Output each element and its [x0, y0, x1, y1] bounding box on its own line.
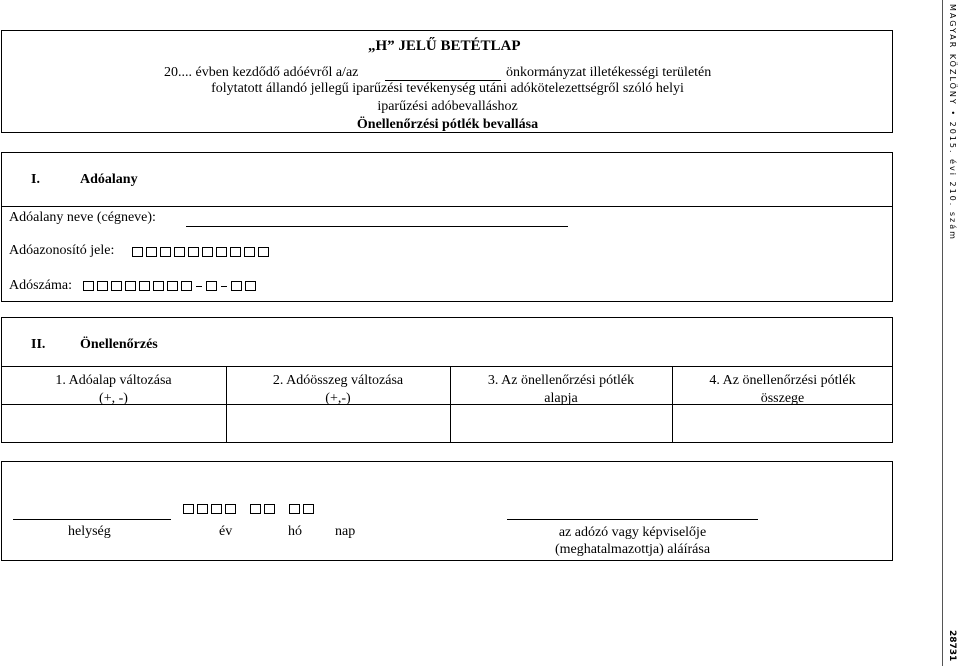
- section-2-number: II.: [31, 337, 46, 352]
- signer-label: az adózó vagy képviselője (meghatalmazottja) aláírása: [554, 525, 711, 557]
- form-subtitle: Önellenőrzési pótlék bevallása: [356, 117, 539, 132]
- section-1-number: I.: [31, 172, 40, 187]
- tax-number-boxes[interactable]: [83, 277, 256, 295]
- column-header-1: 1. Adóalap változása (+, -): [55, 373, 172, 406]
- taxpayer-name-field[interactable]: [186, 226, 568, 227]
- signature-line[interactable]: [507, 519, 758, 520]
- form-title: „H” JELŰ BETÉTLAP: [368, 38, 521, 54]
- margin-rule: [942, 0, 943, 666]
- cell-tax-base-change[interactable]: [2, 405, 225, 442]
- date-boxes[interactable]: [183, 500, 314, 518]
- cell-tax-amount-change[interactable]: [227, 405, 449, 442]
- column-header-3: 3. Az önellenőrzési pótlék alapja: [487, 373, 635, 406]
- header-line-1b: önkormányzat illetékességi területén: [506, 65, 712, 80]
- column-header-4: 4. Az önellenőrzési pótlék összege: [709, 373, 856, 406]
- year-label: év: [219, 524, 233, 539]
- day-label: nap: [335, 524, 356, 539]
- publication-header: MAGYAR KÖZLÖNY • 2015. évi 210. szám: [948, 4, 957, 241]
- header-line-1a: 20.... évben kezdődő adóévről a/az: [164, 65, 359, 80]
- cell-surcharge-base[interactable]: [451, 405, 671, 442]
- column-header-2: 2. Adóösszeg változása (+,-): [272, 373, 404, 406]
- section-2-title: Önellenőrzés: [80, 337, 158, 352]
- tax-id-label: Adóazonosító jele:: [9, 243, 115, 258]
- signature-box: [1, 461, 893, 561]
- taxpayer-name-label: Adóalany neve (cégneve):: [9, 210, 156, 225]
- cell-surcharge-amount[interactable]: [673, 405, 892, 442]
- section-1-title: Adóalany: [80, 172, 138, 187]
- page-number: 28731: [947, 630, 957, 662]
- place-line[interactable]: [13, 519, 171, 520]
- tax-id-boxes[interactable]: [132, 243, 269, 261]
- header-line-3: iparűzési adóbevalláshoz: [377, 99, 518, 114]
- tax-number-label: Adószáma:: [9, 278, 72, 293]
- place-label: helység: [68, 524, 111, 539]
- header-line-2: folytatott állandó jellegű iparűzési tevékenység utáni adókötelezettségről szóló helyi: [211, 81, 684, 96]
- month-label: hó: [288, 524, 302, 539]
